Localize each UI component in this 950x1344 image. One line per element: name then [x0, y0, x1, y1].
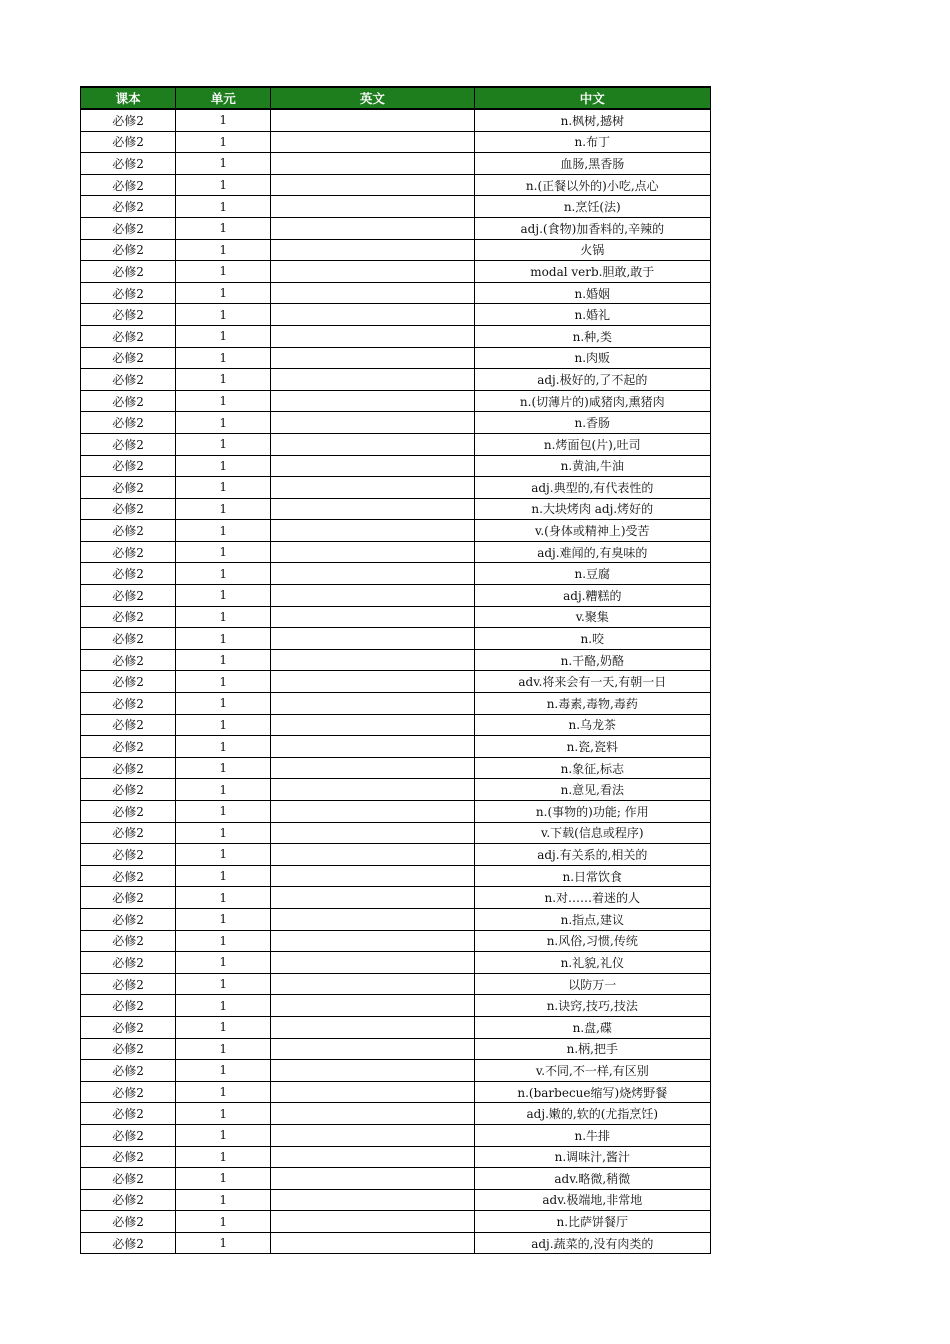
cell-unit[interactable]: 1	[176, 714, 271, 736]
cell-unit[interactable]: 1	[176, 498, 271, 520]
cell-english[interactable]	[271, 973, 474, 995]
cell-textbook[interactable]: 必修2	[81, 131, 176, 153]
cell-chinese[interactable]: modal verb.胆敢,敢于	[474, 261, 710, 283]
cell-unit[interactable]: 1	[176, 671, 271, 693]
cell-unit[interactable]: 1	[176, 239, 271, 261]
cell-textbook[interactable]: 必修2	[81, 325, 176, 347]
cell-unit[interactable]: 1	[176, 541, 271, 563]
cell-chinese[interactable]: v.聚集	[474, 606, 710, 628]
cell-chinese[interactable]: n.比萨饼餐厅	[474, 1211, 710, 1233]
cell-chinese[interactable]: n.礼貌,礼仪	[474, 952, 710, 974]
table-row	[81, 433, 711, 455]
cell-chinese[interactable]: 以防万一	[474, 973, 710, 995]
cell-chinese[interactable]: n.意见,看法	[474, 779, 710, 801]
cell-textbook[interactable]: 必修2	[81, 693, 176, 715]
cell-chinese[interactable]: n.(切薄片的)咸猪肉,熏猪肉	[474, 390, 710, 412]
table-row	[81, 952, 711, 974]
cell-chinese[interactable]: n.婚礼	[474, 304, 710, 326]
cell-unit[interactable]: 1	[176, 1168, 271, 1190]
cell-textbook[interactable]: 必修2	[81, 779, 176, 801]
table-row	[81, 304, 711, 326]
cell-textbook[interactable]: 必修2	[81, 433, 176, 455]
table-row	[81, 455, 711, 477]
table-row	[81, 887, 711, 909]
cell-chinese[interactable]: adj.蔬菜的,没有肉类的	[474, 1232, 710, 1254]
cell-unit[interactable]: 1	[176, 779, 271, 801]
table-body	[81, 109, 711, 1254]
table-row	[81, 1232, 711, 1254]
cell-chinese[interactable]: n.对……着迷的人	[474, 887, 710, 909]
cell-textbook[interactable]: 必修2	[81, 563, 176, 585]
cell-chinese[interactable]: adj.(食物)加香料的,辛辣的	[474, 217, 710, 239]
cell-english[interactable]	[271, 1038, 474, 1060]
cell-unit[interactable]: 1	[176, 282, 271, 304]
cell-textbook[interactable]: 必修2	[81, 412, 176, 434]
cell-chinese[interactable]: n.风俗,习惯,传统	[474, 930, 710, 952]
cell-unit[interactable]: 1	[176, 1124, 271, 1146]
cell-chinese[interactable]: n.香肠	[474, 412, 710, 434]
table-row	[81, 196, 711, 218]
cell-english[interactable]	[271, 585, 474, 607]
cell-chinese[interactable]: adj.典型的,有代表性的	[474, 477, 710, 499]
cell-english[interactable]	[271, 433, 474, 455]
cell-textbook[interactable]: 必修2	[81, 1146, 176, 1168]
cell-textbook[interactable]: 必修2	[81, 865, 176, 887]
table-row	[81, 628, 711, 650]
cell-chinese[interactable]: n.指点,建议	[474, 908, 710, 930]
cell-english[interactable]	[271, 757, 474, 779]
cell-unit[interactable]: 1	[176, 952, 271, 974]
cell-unit[interactable]: 1	[176, 930, 271, 952]
table-row	[81, 1016, 711, 1038]
cell-chinese[interactable]: v.(身体或精神上)受苦	[474, 520, 710, 542]
cell-english[interactable]	[271, 930, 474, 952]
cell-english[interactable]	[271, 1211, 474, 1233]
cell-unit[interactable]: 1	[176, 217, 271, 239]
cell-textbook[interactable]: 必修2	[81, 1168, 176, 1190]
cell-chinese[interactable]: n.大块烤肉 adj.烤好的	[474, 498, 710, 520]
cell-chinese[interactable]: n.乌龙茶	[474, 714, 710, 736]
cell-textbook[interactable]: 必修2	[81, 217, 176, 239]
table-row	[81, 390, 711, 412]
cell-english[interactable]	[271, 196, 474, 218]
cell-chinese[interactable]: adj.嫩的,软的(尤指烹饪)	[474, 1103, 710, 1125]
cell-english[interactable]	[271, 131, 474, 153]
cell-unit[interactable]: 1	[176, 585, 271, 607]
cell-chinese[interactable]: n.牛排	[474, 1124, 710, 1146]
table-row	[81, 282, 711, 304]
cell-chinese[interactable]: adv.略微,稍微	[474, 1168, 710, 1190]
column-header-english[interactable]: 英文	[271, 87, 474, 109]
cell-unit[interactable]: 1	[176, 520, 271, 542]
cell-textbook[interactable]: 必修2	[81, 952, 176, 974]
cell-unit[interactable]: 1	[176, 757, 271, 779]
cell-chinese[interactable]: n.豆腐	[474, 563, 710, 585]
cell-unit[interactable]: 1	[176, 995, 271, 1017]
cell-textbook[interactable]: 必修2	[81, 541, 176, 563]
cell-chinese[interactable]: n.布丁	[474, 131, 710, 153]
cell-unit[interactable]: 1	[176, 865, 271, 887]
cell-unit[interactable]: 1	[176, 390, 271, 412]
cell-unit[interactable]: 1	[176, 1060, 271, 1082]
cell-textbook[interactable]: 必修2	[81, 282, 176, 304]
cell-english[interactable]	[271, 390, 474, 412]
cell-english[interactable]	[271, 1232, 474, 1254]
cell-english[interactable]	[271, 520, 474, 542]
cell-textbook[interactable]: 必修2	[81, 261, 176, 283]
cell-unit[interactable]: 1	[176, 131, 271, 153]
cell-unit[interactable]: 1	[176, 455, 271, 477]
cell-chinese[interactable]: n.瓷,瓷料	[474, 736, 710, 758]
cell-unit[interactable]: 1	[176, 1146, 271, 1168]
cell-english[interactable]	[271, 714, 474, 736]
cell-unit[interactable]: 1	[176, 153, 271, 175]
cell-textbook[interactable]: 必修2	[81, 1124, 176, 1146]
cell-unit[interactable]: 1	[176, 628, 271, 650]
cell-english[interactable]	[271, 261, 474, 283]
cell-chinese[interactable]: n.烹饪(法)	[474, 196, 710, 218]
table-row	[81, 153, 711, 175]
cell-chinese[interactable]: adv.极端地,非常地	[474, 1189, 710, 1211]
cell-english[interactable]	[271, 606, 474, 628]
cell-textbook[interactable]: 必修2	[81, 1189, 176, 1211]
cell-english[interactable]	[271, 649, 474, 671]
cell-chinese[interactable]: adv.将来会有一天,有朝一日	[474, 671, 710, 693]
cell-chinese[interactable]: v.不同,不一样,有区别	[474, 1060, 710, 1082]
cell-textbook[interactable]: 必修2	[81, 1016, 176, 1038]
cell-chinese[interactable]: n.(正餐以外的)小吃,点心	[474, 174, 710, 196]
cell-unit[interactable]: 1	[176, 801, 271, 823]
cell-english[interactable]	[271, 995, 474, 1017]
cell-unit[interactable]: 1	[176, 1189, 271, 1211]
cell-chinese[interactable]: 火锅	[474, 239, 710, 261]
table-row	[81, 261, 711, 283]
cell-textbook[interactable]: 必修2	[81, 801, 176, 823]
table-row	[81, 779, 711, 801]
cell-english[interactable]	[271, 369, 474, 391]
cell-unit[interactable]: 1	[176, 1103, 271, 1125]
cell-textbook[interactable]: 必修2	[81, 995, 176, 1017]
cell-textbook[interactable]: 必修2	[81, 390, 176, 412]
cell-textbook[interactable]: 必修2	[81, 520, 176, 542]
cell-unit[interactable]: 1	[176, 908, 271, 930]
table-row	[81, 109, 711, 131]
table-row	[81, 1211, 711, 1233]
table-row	[81, 1081, 711, 1103]
cell-chinese[interactable]: n.(事物的)功能; 作用	[474, 801, 710, 823]
table-row	[81, 1038, 711, 1060]
table-row	[81, 1168, 711, 1190]
cell-english[interactable]	[271, 1060, 474, 1082]
cell-unit[interactable]: 1	[176, 109, 271, 131]
cell-english[interactable]	[271, 1081, 474, 1103]
cell-textbook[interactable]: 必修2	[81, 736, 176, 758]
table-row	[81, 930, 711, 952]
cell-chinese[interactable]: n.干酪,奶酪	[474, 649, 710, 671]
cell-textbook[interactable]: 必修2	[81, 628, 176, 650]
cell-chinese[interactable]: n.烤面包(片),吐司	[474, 433, 710, 455]
cell-unit[interactable]: 1	[176, 325, 271, 347]
cell-chinese[interactable]: n.咬	[474, 628, 710, 650]
cell-textbook[interactable]: 必修2	[81, 606, 176, 628]
cell-chinese[interactable]: n.黄油,牛油	[474, 455, 710, 477]
table-row	[81, 477, 711, 499]
cell-textbook[interactable]: 必修2	[81, 714, 176, 736]
cell-english[interactable]	[271, 1168, 474, 1190]
cell-english[interactable]	[271, 347, 474, 369]
cell-english[interactable]	[271, 1103, 474, 1125]
cell-unit[interactable]: 1	[176, 693, 271, 715]
cell-english[interactable]	[271, 952, 474, 974]
cell-english[interactable]	[271, 304, 474, 326]
cell-textbook[interactable]: 必修2	[81, 196, 176, 218]
cell-textbook[interactable]: 必修2	[81, 757, 176, 779]
cell-english[interactable]	[271, 671, 474, 693]
cell-textbook[interactable]: 必修2	[81, 239, 176, 261]
cell-english[interactable]	[271, 325, 474, 347]
cell-textbook[interactable]: 必修2	[81, 455, 176, 477]
cell-chinese[interactable]: adj.难闻的,有臭味的	[474, 541, 710, 563]
cell-english[interactable]	[271, 887, 474, 909]
cell-unit[interactable]: 1	[176, 369, 271, 391]
table-row	[81, 174, 711, 196]
cell-english[interactable]	[271, 779, 474, 801]
table-row	[81, 844, 711, 866]
cell-english[interactable]	[271, 865, 474, 887]
cell-unit[interactable]: 1	[176, 433, 271, 455]
cell-textbook[interactable]: 必修2	[81, 908, 176, 930]
cell-english[interactable]	[271, 109, 474, 131]
table-row	[81, 865, 711, 887]
table-row	[81, 412, 711, 434]
cell-textbook[interactable]: 必修2	[81, 369, 176, 391]
cell-unit[interactable]: 1	[176, 477, 271, 499]
cell-chinese[interactable]: n.日常饮食	[474, 865, 710, 887]
cell-chinese[interactable]: n.调味汁,酱汁	[474, 1146, 710, 1168]
table-row	[81, 520, 711, 542]
cell-english[interactable]	[271, 908, 474, 930]
column-header-textbook[interactable]: 课本	[81, 87, 176, 109]
table-row	[81, 1146, 711, 1168]
table-row	[81, 714, 711, 736]
cell-chinese[interactable]: n.诀窍,技巧,技法	[474, 995, 710, 1017]
table-row	[81, 649, 711, 671]
table-row	[81, 671, 711, 693]
cell-unit[interactable]: 1	[176, 174, 271, 196]
cell-textbook[interactable]: 必修2	[81, 109, 176, 131]
cell-chinese[interactable]: n.象征,标志	[474, 757, 710, 779]
table-row	[81, 736, 711, 758]
cell-english[interactable]	[271, 628, 474, 650]
cell-chinese[interactable]: n.毒素,毒物,毒药	[474, 693, 710, 715]
table-row	[81, 563, 711, 585]
cell-textbook[interactable]: 必修2	[81, 887, 176, 909]
cell-unit[interactable]: 1	[176, 844, 271, 866]
header-row	[81, 87, 711, 109]
cell-textbook[interactable]: 必修2	[81, 930, 176, 952]
cell-english[interactable]	[271, 1189, 474, 1211]
cell-chinese[interactable]: adj.有关系的,相关的	[474, 844, 710, 866]
cell-chinese[interactable]: n.(barbecue缩写)烧烤野餐	[474, 1081, 710, 1103]
cell-textbook[interactable]: 必修2	[81, 585, 176, 607]
table-row	[81, 369, 711, 391]
cell-english[interactable]	[271, 693, 474, 715]
cell-unit[interactable]: 1	[176, 822, 271, 844]
cell-chinese[interactable]: n.肉贩	[474, 347, 710, 369]
column-header-chinese[interactable]: 中文	[474, 87, 710, 109]
table-row	[81, 347, 711, 369]
cell-textbook[interactable]: 必修2	[81, 477, 176, 499]
cell-textbook[interactable]: 必修2	[81, 498, 176, 520]
cell-unit[interactable]: 1	[176, 563, 271, 585]
cell-english[interactable]	[271, 563, 474, 585]
cell-english[interactable]	[271, 844, 474, 866]
cell-chinese[interactable]: v.下载(信息或程序)	[474, 822, 710, 844]
table-row	[81, 1189, 711, 1211]
cell-textbook[interactable]: 必修2	[81, 822, 176, 844]
cell-textbook[interactable]: 必修2	[81, 1211, 176, 1233]
cell-english[interactable]	[271, 239, 474, 261]
table-row	[81, 1060, 711, 1082]
vocabulary-table	[80, 86, 711, 1254]
cell-unit[interactable]: 1	[176, 261, 271, 283]
cell-textbook[interactable]: 必修2	[81, 649, 176, 671]
table-row	[81, 801, 711, 823]
cell-unit[interactable]: 1	[176, 1211, 271, 1233]
table-row	[81, 822, 711, 844]
cell-english[interactable]	[271, 477, 474, 499]
table-row	[81, 973, 711, 995]
table-row	[81, 908, 711, 930]
table-row	[81, 995, 711, 1017]
cell-english[interactable]	[271, 217, 474, 239]
column-header-unit[interactable]: 单元	[176, 87, 271, 109]
cell-chinese[interactable]: n.柄,把手	[474, 1038, 710, 1060]
cell-unit[interactable]: 1	[176, 1232, 271, 1254]
cell-english[interactable]	[271, 498, 474, 520]
cell-textbook[interactable]: 必修2	[81, 153, 176, 175]
cell-unit[interactable]: 1	[176, 1016, 271, 1038]
table-row	[81, 217, 711, 239]
cell-chinese[interactable]: n.枫树,撼树	[474, 109, 710, 131]
cell-textbook[interactable]: 必修2	[81, 174, 176, 196]
cell-unit[interactable]: 1	[176, 304, 271, 326]
cell-unit[interactable]: 1	[176, 887, 271, 909]
cell-textbook[interactable]: 必修2	[81, 1103, 176, 1125]
cell-chinese[interactable]: adj.极好的,了不起的	[474, 369, 710, 391]
cell-chinese[interactable]: 血肠,黑香肠	[474, 153, 710, 175]
cell-textbook[interactable]: 必修2	[81, 1038, 176, 1060]
table-row	[81, 1103, 711, 1125]
table-row	[81, 1124, 711, 1146]
cell-unit[interactable]: 1	[176, 1081, 271, 1103]
table-row	[81, 541, 711, 563]
cell-chinese[interactable]: n.盘,碟	[474, 1016, 710, 1038]
cell-chinese[interactable]: n.婚姻	[474, 282, 710, 304]
cell-textbook[interactable]: 必修2	[81, 1060, 176, 1082]
cell-chinese[interactable]: adj.糟糕的	[474, 585, 710, 607]
table-row	[81, 606, 711, 628]
table-row	[81, 757, 711, 779]
cell-textbook[interactable]: 必修2	[81, 1081, 176, 1103]
cell-english[interactable]	[271, 153, 474, 175]
cell-textbook[interactable]: 必修2	[81, 973, 176, 995]
cell-chinese[interactable]: n.种,类	[474, 325, 710, 347]
cell-unit[interactable]: 1	[176, 649, 271, 671]
cell-english[interactable]	[271, 455, 474, 477]
cell-english[interactable]	[271, 282, 474, 304]
cell-textbook[interactable]: 必修2	[81, 304, 176, 326]
cell-unit[interactable]: 1	[176, 412, 271, 434]
table-row	[81, 585, 711, 607]
cell-unit[interactable]: 1	[176, 196, 271, 218]
table-row	[81, 325, 711, 347]
cell-english[interactable]	[271, 1016, 474, 1038]
cell-unit[interactable]: 1	[176, 1038, 271, 1060]
cell-english[interactable]	[271, 1146, 474, 1168]
cell-english[interactable]	[271, 801, 474, 823]
cell-textbook[interactable]: 必修2	[81, 844, 176, 866]
cell-unit[interactable]: 1	[176, 347, 271, 369]
cell-english[interactable]	[271, 1124, 474, 1146]
table-row	[81, 131, 711, 153]
cell-english[interactable]	[271, 736, 474, 758]
cell-unit[interactable]: 1	[176, 606, 271, 628]
cell-english[interactable]	[271, 822, 474, 844]
table-row	[81, 239, 711, 261]
cell-unit[interactable]: 1	[176, 736, 271, 758]
cell-unit[interactable]: 1	[176, 973, 271, 995]
cell-english[interactable]	[271, 412, 474, 434]
cell-textbook[interactable]: 必修2	[81, 347, 176, 369]
table-row	[81, 693, 711, 715]
cell-textbook[interactable]: 必修2	[81, 1232, 176, 1254]
cell-english[interactable]	[271, 541, 474, 563]
cell-english[interactable]	[271, 174, 474, 196]
cell-textbook[interactable]: 必修2	[81, 671, 176, 693]
table-row	[81, 498, 711, 520]
